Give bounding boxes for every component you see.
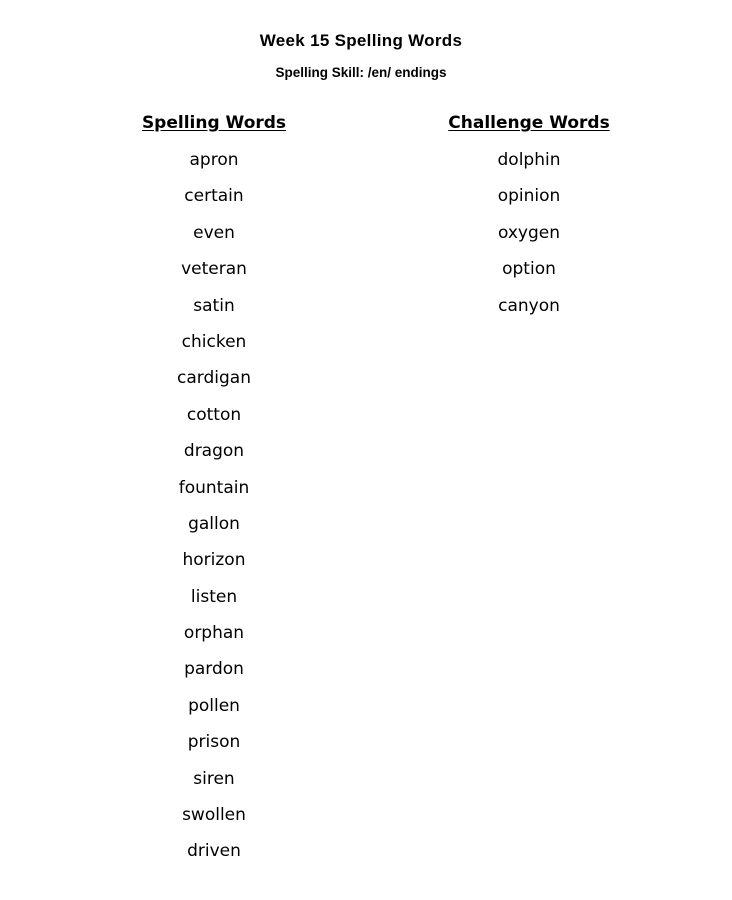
challenge-word-list: [409, 149, 649, 331]
spelling-word: pardon: [184, 659, 244, 680]
spelling-word: apron: [189, 150, 239, 170]
spelling-word: prison: [187, 732, 241, 753]
spelling-word: driven: [187, 841, 241, 862]
spelling-word: gallon: [188, 513, 240, 534]
spelling-word: listen: [190, 586, 238, 607]
spelling-word: satin: [193, 295, 235, 316]
spelling-word: even: [193, 222, 235, 243]
spelling-word: cardigan: [177, 368, 251, 389]
spelling-word: cotton: [186, 404, 242, 425]
spelling-word: swollen: [182, 805, 246, 826]
spelling-word: dragon: [183, 441, 245, 462]
spelling-skill-subtitle: Spelling Skill: /en/ endings: [275, 65, 447, 80]
challenge-word: canyon: [498, 295, 560, 316]
spelling-words-column: [94, 112, 334, 877]
page-title: Week 15 Spelling Words: [259, 31, 463, 50]
spelling-words-header: Spelling Words: [141, 113, 287, 133]
challenge-word: oxygen: [497, 222, 561, 243]
challenge-word: dolphin: [497, 150, 561, 170]
spelling-word-list: [94, 149, 334, 877]
spelling-word: orphan: [183, 623, 245, 644]
spelling-word: fountain: [178, 477, 250, 498]
spelling-word: siren: [193, 768, 235, 789]
spelling-word: chicken: [181, 331, 247, 352]
challenge-word: option: [502, 259, 556, 280]
spelling-word: horizon: [182, 550, 246, 571]
spelling-word: certain: [184, 186, 244, 207]
challenge-words-header: Challenge Words: [448, 113, 610, 133]
challenge-word: opinion: [497, 186, 561, 207]
spelling-word: veteran: [181, 259, 247, 280]
challenge-words-column: [409, 112, 649, 331]
spelling-word: pollen: [188, 695, 240, 716]
